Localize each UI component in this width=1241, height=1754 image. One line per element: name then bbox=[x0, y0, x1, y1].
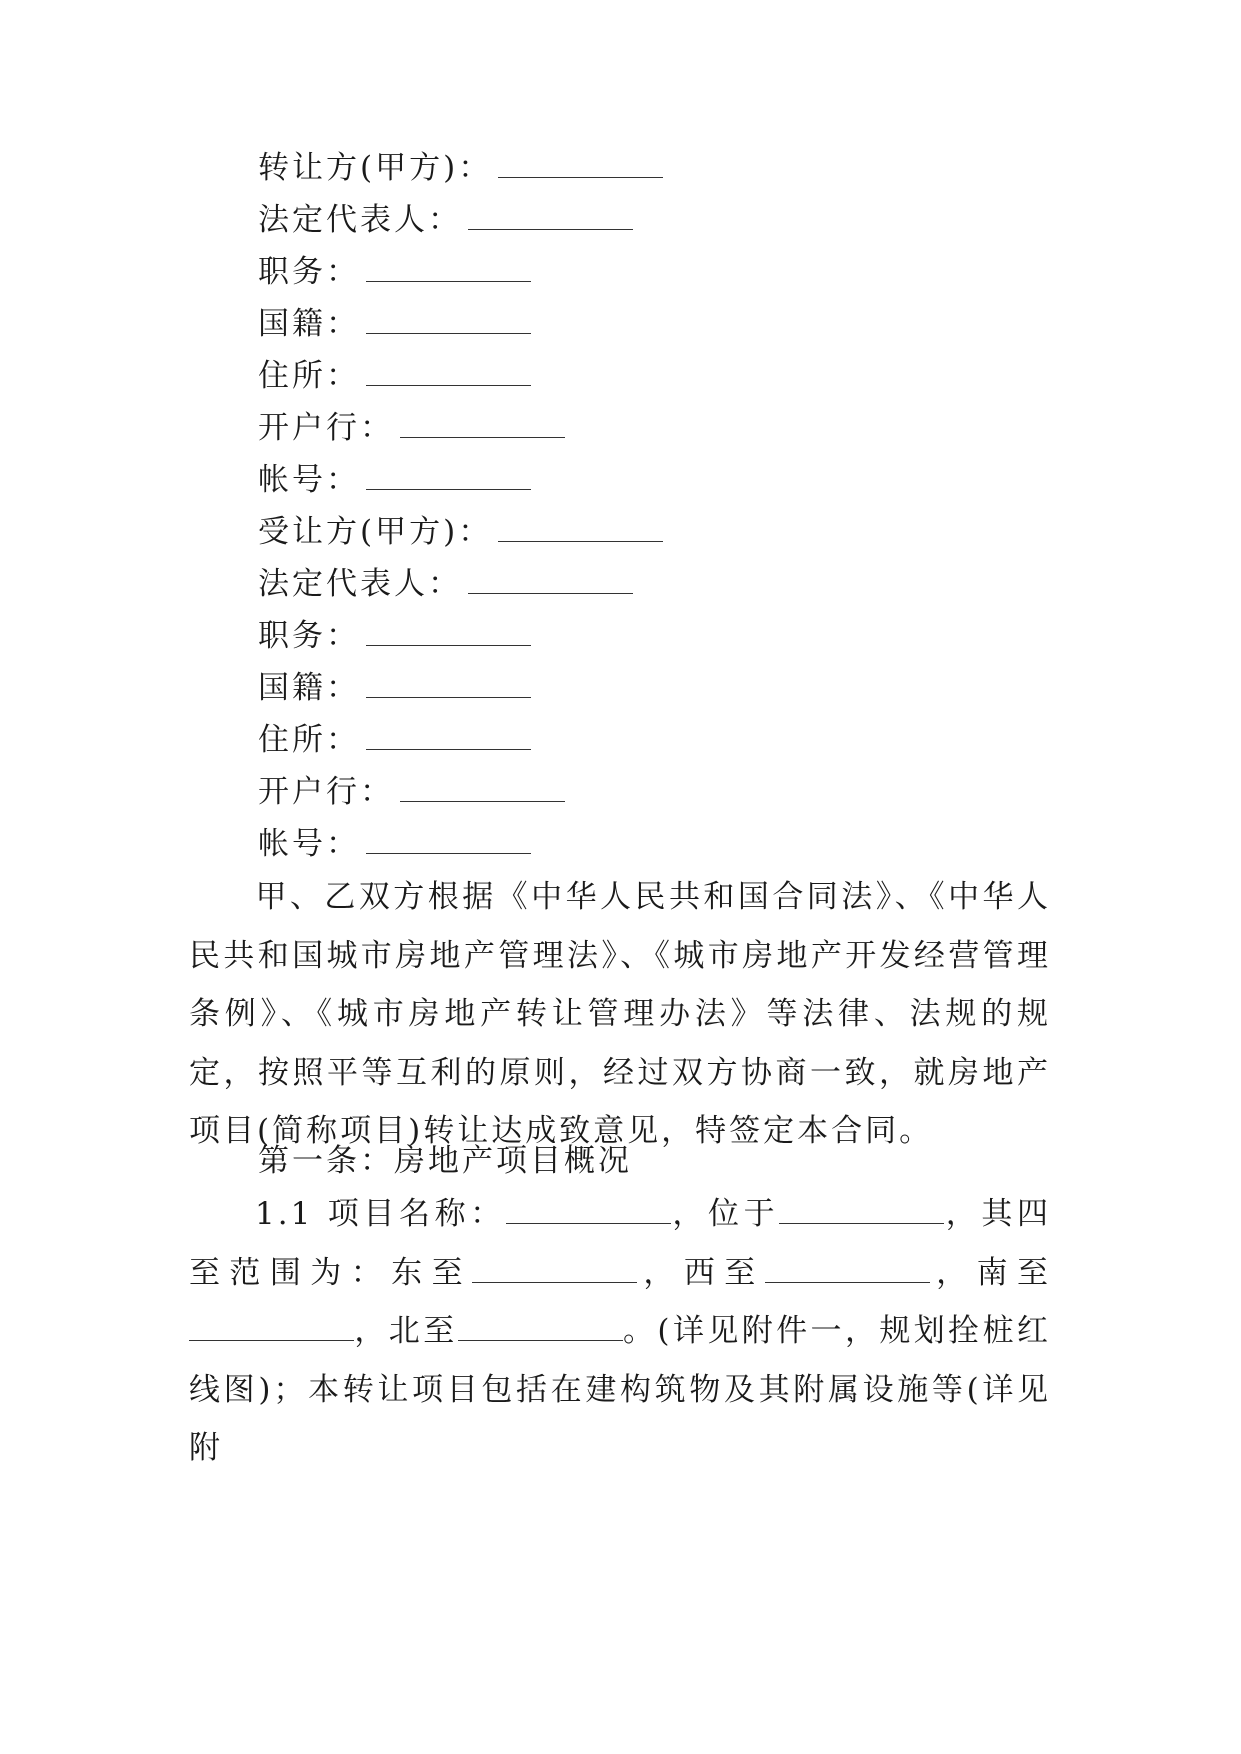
transferee-nationality-label: 国籍： bbox=[258, 670, 360, 706]
transferee-bank-label: 开户行： bbox=[258, 774, 394, 810]
transferor-account bbox=[258, 459, 531, 499]
boundary-label: ，其四至范围为：东至 bbox=[189, 1196, 1052, 1291]
transferor-account-label: 帐号： bbox=[258, 462, 360, 498]
transferor-title-blank[interactable] bbox=[366, 251, 531, 282]
transferor-nationality-blank[interactable] bbox=[366, 303, 531, 334]
south-label: ，南至 bbox=[929, 1254, 1052, 1291]
transferee-bank bbox=[258, 771, 565, 811]
transferee-rep-label: 法定代表人： bbox=[258, 566, 462, 602]
transferor-address bbox=[258, 355, 531, 395]
located-label: ，位于 bbox=[670, 1196, 780, 1232]
transferee-heading bbox=[258, 511, 663, 551]
transferee-nationality-blank[interactable] bbox=[366, 667, 531, 698]
transferee-address bbox=[258, 719, 531, 759]
transferor-nationality-label: 国籍： bbox=[258, 306, 360, 342]
transferee-address-label: 住所： bbox=[258, 722, 360, 758]
transferee-address-blank[interactable] bbox=[366, 719, 531, 750]
transferee-account bbox=[258, 823, 531, 863]
transferor-heading bbox=[258, 147, 663, 187]
article-1-1-paragraph bbox=[189, 1185, 1051, 1478]
transferor-rep bbox=[258, 199, 633, 239]
north-label: ，北至 bbox=[354, 1313, 458, 1349]
transferee-nationality bbox=[258, 667, 531, 707]
transferor-title bbox=[258, 251, 531, 291]
transferor-nationality bbox=[258, 303, 531, 343]
transferor-address-blank[interactable] bbox=[366, 355, 531, 386]
transferee-account-label: 帐号： bbox=[258, 826, 360, 862]
preamble-paragraph bbox=[189, 868, 1051, 1161]
east-boundary-blank[interactable] bbox=[472, 1252, 637, 1283]
preamble-text: 甲、乙双方根据《中华人民共和国合同法》、《中华人民共和国城市房地产管理法》、《城市房地产开发经营管理条例》、《城市房地产转让管理办法》等法律、法规的规定，按照平等互利的原则，经过双方协商一致，就房地产项目(简称项目)转让达成致意见，特签定本合同。 bbox=[189, 879, 1051, 1149]
project-name-blank[interactable] bbox=[506, 1193, 671, 1224]
transferee-rep bbox=[258, 563, 633, 603]
transferor-bank-blank[interactable] bbox=[400, 407, 565, 438]
transferor-account-blank[interactable] bbox=[366, 459, 531, 490]
transferee-heading-label: 受让方(甲方)： bbox=[258, 514, 493, 550]
article-1-1-tail: 。(详见附件一，规划拴桩红线图)；本转让项目包括在建构筑物及其附属设施等(详见附 bbox=[189, 1313, 1051, 1466]
north-boundary-blank[interactable] bbox=[458, 1310, 623, 1341]
transferor-title-label: 职务： bbox=[258, 254, 360, 290]
transferee-title-label: 职务： bbox=[258, 618, 360, 654]
transferor-rep-blank[interactable] bbox=[468, 199, 633, 230]
transferee-account-blank[interactable] bbox=[366, 823, 531, 854]
transferor-address-label: 住所： bbox=[258, 358, 360, 394]
transferor-bank-label: 开户行： bbox=[258, 410, 394, 446]
transferee-bank-blank[interactable] bbox=[400, 771, 565, 802]
location-blank[interactable] bbox=[779, 1193, 944, 1224]
project-name-label: 1.1 项目名称： bbox=[255, 1196, 506, 1232]
transferee-name-blank[interactable] bbox=[498, 511, 663, 542]
transferor-heading-label: 转让方(甲方)： bbox=[258, 150, 493, 186]
article-1-title: 第一条：房地产项目概况 bbox=[258, 1143, 632, 1179]
transferor-bank bbox=[258, 407, 565, 447]
transferee-title bbox=[258, 615, 531, 655]
west-boundary-blank[interactable] bbox=[765, 1252, 930, 1283]
west-label: ，西至 bbox=[637, 1254, 765, 1291]
transferee-title-blank[interactable] bbox=[366, 615, 531, 646]
transferor-rep-label: 法定代表人： bbox=[258, 202, 462, 238]
transferee-rep-blank[interactable] bbox=[468, 563, 633, 594]
transferor-name-blank[interactable] bbox=[498, 147, 663, 178]
south-boundary-blank[interactable] bbox=[189, 1310, 354, 1341]
